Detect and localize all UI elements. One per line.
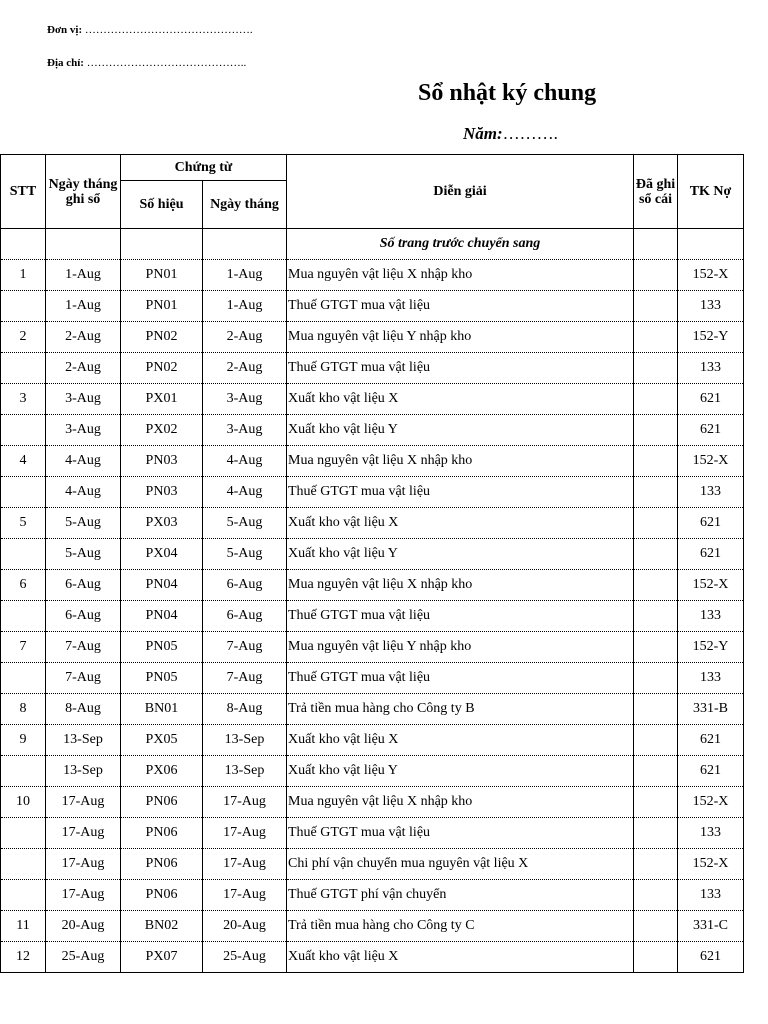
cell-posted <box>634 322 678 353</box>
cell-description: Thuế GTGT mua vật liệu <box>287 477 634 508</box>
cell-debit: 152-X <box>678 260 744 291</box>
col-header-voucher-date: Ngày tháng <box>203 181 287 229</box>
cell-record-date: 6-Aug <box>46 601 121 632</box>
unit-placeholder: ………………………………………. <box>84 24 253 36</box>
col-header-debit: TK Nợ <box>678 155 744 229</box>
cell-debit: 133 <box>678 477 744 508</box>
table-row <box>1 384 744 415</box>
cell-voucher-no: PN03 <box>121 446 203 477</box>
cell-voucher-date: 25-Aug <box>203 942 287 973</box>
cell-description: Xuất kho vật liệu X <box>287 942 634 973</box>
cell-description: Thuế GTGT mua vật liệu <box>287 353 634 384</box>
cell-record-date: 8-Aug <box>46 694 121 725</box>
cell-voucher-date: 2-Aug <box>203 353 287 384</box>
cell-voucher-date: 13-Sep <box>203 756 287 787</box>
table-row <box>1 322 744 353</box>
table-cell <box>678 229 744 260</box>
cell-voucher-no: PN03 <box>121 477 203 508</box>
cell-voucher-no: PX01 <box>121 384 203 415</box>
cell-debit: 133 <box>678 353 744 384</box>
cell-stt <box>1 849 46 880</box>
cell-voucher-date: 7-Aug <box>203 663 287 694</box>
cell-debit: 621 <box>678 756 744 787</box>
cell-voucher-no: BN01 <box>121 694 203 725</box>
cell-voucher-date: 8-Aug <box>203 694 287 725</box>
cell-voucher-date: 17-Aug <box>203 818 287 849</box>
cell-description: Mua nguyên vật liệu X nhập kho <box>287 260 634 291</box>
cell-voucher-date: 1-Aug <box>203 260 287 291</box>
cell-voucher-no: PN04 <box>121 570 203 601</box>
cell-posted <box>634 291 678 322</box>
journal-table <box>0 154 744 973</box>
cell-debit: 133 <box>678 291 744 322</box>
cell-debit: 152-X <box>678 849 744 880</box>
cell-stt: 7 <box>1 632 46 663</box>
cell-stt: 9 <box>1 725 46 756</box>
cell-description: Xuất kho vật liệu X <box>287 725 634 756</box>
table-row <box>1 849 744 880</box>
col-header-posted: Đã ghi sổ cái <box>634 155 678 229</box>
cell-record-date: 17-Aug <box>46 818 121 849</box>
table-row <box>1 539 744 570</box>
cell-debit: 152-X <box>678 570 744 601</box>
cell-record-date: 17-Aug <box>46 849 121 880</box>
cell-stt: 11 <box>1 911 46 942</box>
year-label: Năm: <box>463 124 503 143</box>
address-label: Địa chỉ: <box>47 57 84 69</box>
cell-voucher-date: 3-Aug <box>203 415 287 446</box>
cell-voucher-no: PN04 <box>121 601 203 632</box>
cell-voucher-no: PN06 <box>121 818 203 849</box>
cell-debit: 621 <box>678 415 744 446</box>
cell-stt: 8 <box>1 694 46 725</box>
address-line <box>47 57 246 69</box>
cell-voucher-no: PX03 <box>121 508 203 539</box>
table-row <box>1 508 744 539</box>
cell-posted <box>634 942 678 973</box>
cell-debit: 152-X <box>678 446 744 477</box>
cell-posted <box>634 849 678 880</box>
cell-posted <box>634 663 678 694</box>
cell-description: Xuất kho vật liệu X <box>287 384 634 415</box>
table-row <box>1 446 744 477</box>
unit-line <box>47 24 253 36</box>
cell-voucher-no: PX05 <box>121 725 203 756</box>
cell-record-date: 17-Aug <box>46 880 121 911</box>
cell-stt <box>1 477 46 508</box>
cell-posted <box>634 694 678 725</box>
carry-forward-row <box>1 229 744 260</box>
cell-description: Mua nguyên vật liệu Y nhập kho <box>287 322 634 353</box>
cell-stt: 1 <box>1 260 46 291</box>
table-row <box>1 415 744 446</box>
cell-record-date: 13-Sep <box>46 725 121 756</box>
cell-description: Thuế GTGT mua vật liệu <box>287 818 634 849</box>
year-line <box>463 124 558 144</box>
cell-voucher-no: PX02 <box>121 415 203 446</box>
cell-record-date: 2-Aug <box>46 322 121 353</box>
cell-stt <box>1 880 46 911</box>
table-cell <box>1 229 46 260</box>
cell-stt <box>1 818 46 849</box>
cell-posted <box>634 601 678 632</box>
table-row <box>1 756 744 787</box>
table-row <box>1 353 744 384</box>
cell-debit: 621 <box>678 539 744 570</box>
cell-voucher-date: 5-Aug <box>203 539 287 570</box>
table-row <box>1 601 744 632</box>
cell-voucher-no: PN05 <box>121 632 203 663</box>
cell-stt <box>1 291 46 322</box>
cell-posted <box>634 787 678 818</box>
cell-record-date: 5-Aug <box>46 539 121 570</box>
cell-voucher-date: 7-Aug <box>203 632 287 663</box>
col-header-voucher: Chứng từ <box>121 155 287 181</box>
cell-description: Thuế GTGT phí vận chuyển <box>287 880 634 911</box>
cell-record-date: 2-Aug <box>46 353 121 384</box>
cell-voucher-no: PX07 <box>121 942 203 973</box>
cell-posted <box>634 911 678 942</box>
table-row <box>1 570 744 601</box>
year-placeholder: ………. <box>502 124 558 143</box>
col-header-voucher-no: Số hiệu <box>121 181 203 229</box>
cell-description: Trả tiền mua hàng cho Công ty C <box>287 911 634 942</box>
cell-description: Xuất kho vật liệu X <box>287 508 634 539</box>
cell-voucher-date: 20-Aug <box>203 911 287 942</box>
cell-posted <box>634 880 678 911</box>
cell-record-date: 3-Aug <box>46 384 121 415</box>
cell-record-date: 1-Aug <box>46 260 121 291</box>
cell-voucher-date: 6-Aug <box>203 601 287 632</box>
table-row <box>1 694 744 725</box>
cell-record-date: 13-Sep <box>46 756 121 787</box>
cell-debit: 152-Y <box>678 632 744 663</box>
cell-description: Thuế GTGT mua vật liệu <box>287 663 634 694</box>
cell-record-date: 3-Aug <box>46 415 121 446</box>
table-row <box>1 632 744 663</box>
cell-description: Mua nguyên vật liệu X nhập kho <box>287 787 634 818</box>
cell-posted <box>634 725 678 756</box>
cell-voucher-no: PN02 <box>121 353 203 384</box>
cell-voucher-date: 2-Aug <box>203 322 287 353</box>
cell-voucher-no: PN06 <box>121 880 203 911</box>
cell-voucher-date: 1-Aug <box>203 291 287 322</box>
table-row <box>1 818 744 849</box>
table-row <box>1 663 744 694</box>
carry-forward-label: Số trang trước chuyển sang <box>287 229 634 260</box>
cell-voucher-no: PN02 <box>121 322 203 353</box>
cell-posted <box>634 632 678 663</box>
table-cell <box>46 229 121 260</box>
cell-debit: 621 <box>678 384 744 415</box>
col-header-record-date: Ngày tháng ghi sổ <box>46 155 121 229</box>
cell-voucher-no: PN05 <box>121 663 203 694</box>
table-row <box>1 291 744 322</box>
cell-stt <box>1 663 46 694</box>
cell-stt: 2 <box>1 322 46 353</box>
cell-description: Mua nguyên vật liệu X nhập kho <box>287 570 634 601</box>
cell-debit: 133 <box>678 663 744 694</box>
cell-stt <box>1 353 46 384</box>
cell-description: Thuế GTGT mua vật liệu <box>287 601 634 632</box>
cell-voucher-date: 4-Aug <box>203 477 287 508</box>
cell-posted <box>634 570 678 601</box>
table-cell <box>203 229 287 260</box>
cell-voucher-no: PN06 <box>121 787 203 818</box>
table-row <box>1 942 744 973</box>
cell-debit: 152-X <box>678 787 744 818</box>
cell-record-date: 4-Aug <box>46 477 121 508</box>
cell-posted <box>634 818 678 849</box>
col-header-description: Diễn giải <box>287 155 634 229</box>
cell-stt: 12 <box>1 942 46 973</box>
cell-stt: 5 <box>1 508 46 539</box>
cell-description: Xuất kho vật liệu Y <box>287 415 634 446</box>
cell-debit: 621 <box>678 508 744 539</box>
cell-voucher-no: PX04 <box>121 539 203 570</box>
cell-stt <box>1 539 46 570</box>
cell-voucher-date: 13-Sep <box>203 725 287 756</box>
cell-debit: 133 <box>678 880 744 911</box>
cell-stt <box>1 756 46 787</box>
cell-description: Trả tiền mua hàng cho Công ty B <box>287 694 634 725</box>
cell-description: Mua nguyên vật liệu X nhập kho <box>287 446 634 477</box>
cell-record-date: 17-Aug <box>46 787 121 818</box>
table-row <box>1 787 744 818</box>
table-row <box>1 477 744 508</box>
table-row <box>1 911 744 942</box>
cell-record-date: 20-Aug <box>46 911 121 942</box>
cell-posted <box>634 756 678 787</box>
cell-stt <box>1 415 46 446</box>
cell-posted <box>634 539 678 570</box>
cell-voucher-no: BN02 <box>121 911 203 942</box>
table-row <box>1 725 744 756</box>
cell-voucher-date: 5-Aug <box>203 508 287 539</box>
address-placeholder: …………………………………….. <box>86 57 247 69</box>
cell-description: Mua nguyên vật liệu Y nhập kho <box>287 632 634 663</box>
page-title: Sổ nhật ký chung <box>418 80 597 106</box>
cell-voucher-no: PN01 <box>121 260 203 291</box>
cell-record-date: 25-Aug <box>46 942 121 973</box>
cell-voucher-date: 3-Aug <box>203 384 287 415</box>
cell-voucher-no: PN06 <box>121 849 203 880</box>
cell-posted <box>634 477 678 508</box>
cell-description: Chi phí vận chuyển mua nguyên vật liệu X <box>287 849 634 880</box>
cell-posted <box>634 446 678 477</box>
cell-voucher-date: 17-Aug <box>203 880 287 911</box>
table-row <box>1 260 744 291</box>
cell-voucher-date: 6-Aug <box>203 570 287 601</box>
cell-voucher-no: PN01 <box>121 291 203 322</box>
unit-label: Đơn vị: <box>47 24 83 36</box>
cell-record-date: 7-Aug <box>46 632 121 663</box>
cell-record-date: 4-Aug <box>46 446 121 477</box>
table-cell <box>121 229 203 260</box>
cell-record-date: 5-Aug <box>46 508 121 539</box>
cell-posted <box>634 508 678 539</box>
cell-debit: 621 <box>678 942 744 973</box>
cell-debit: 331-C <box>678 911 744 942</box>
cell-debit: 331-B <box>678 694 744 725</box>
cell-description: Thuế GTGT mua vật liệu <box>287 291 634 322</box>
cell-debit: 621 <box>678 725 744 756</box>
cell-voucher-no: PX06 <box>121 756 203 787</box>
cell-posted <box>634 384 678 415</box>
cell-stt: 4 <box>1 446 46 477</box>
cell-stt <box>1 601 46 632</box>
cell-description: Xuất kho vật liệu Y <box>287 539 634 570</box>
cell-debit: 133 <box>678 601 744 632</box>
cell-posted <box>634 260 678 291</box>
cell-posted <box>634 353 678 384</box>
cell-debit: 133 <box>678 818 744 849</box>
cell-record-date: 6-Aug <box>46 570 121 601</box>
cell-posted <box>634 415 678 446</box>
cell-record-date: 1-Aug <box>46 291 121 322</box>
table-row <box>1 880 744 911</box>
cell-voucher-date: 17-Aug <box>203 787 287 818</box>
cell-stt: 3 <box>1 384 46 415</box>
cell-voucher-date: 4-Aug <box>203 446 287 477</box>
cell-description: Xuất kho vật liệu Y <box>287 756 634 787</box>
cell-record-date: 7-Aug <box>46 663 121 694</box>
cell-stt: 10 <box>1 787 46 818</box>
table-cell <box>634 229 678 260</box>
cell-stt: 6 <box>1 570 46 601</box>
cell-debit: 152-Y <box>678 322 744 353</box>
col-header-stt: STT <box>1 155 46 229</box>
cell-voucher-date: 17-Aug <box>203 849 287 880</box>
